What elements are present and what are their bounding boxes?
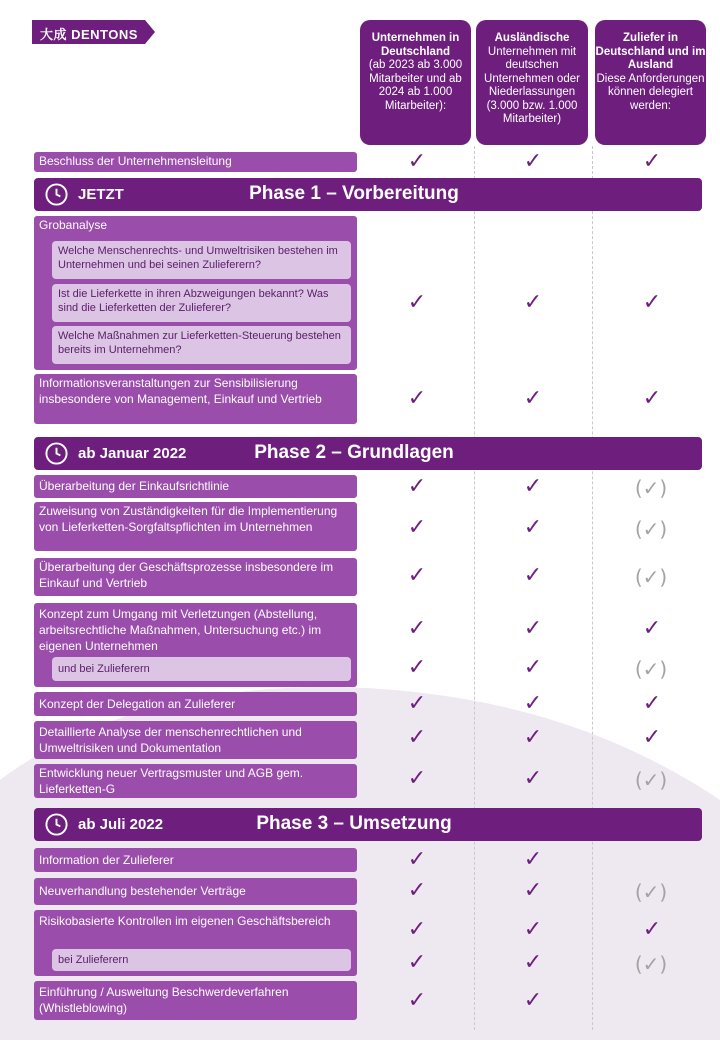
check-mark: ✓ — [642, 616, 662, 641]
row-vertragsmuster — [34, 764, 357, 798]
row-information-zulieferer — [34, 848, 357, 872]
check-mark: (✓) — [634, 517, 668, 541]
check-mark: ✓ — [407, 563, 427, 588]
check-mark: ✓ — [523, 474, 543, 499]
check-mark: ✓ — [407, 515, 427, 540]
sub-label: bei Zulieferern — [52, 949, 351, 971]
row-label: Überarbeitung der Einkaufsrichtlinie — [39, 479, 230, 493]
check-mark: ✓ — [523, 691, 543, 716]
clock-icon — [44, 441, 69, 466]
check-mark: ✓ — [407, 725, 427, 750]
check-mark: ✓ — [523, 847, 543, 872]
dentons-logo — [32, 20, 155, 44]
row-label: Entwicklung neuer Vertragsmuster und AGB gem. Lieferketten-G — [39, 766, 304, 796]
row-label: Neuverhandlung bestehender Verträge — [39, 884, 246, 898]
check-mark: ✓ — [407, 149, 427, 174]
row-label: Zuweisung von Zuständigkeiten für die Implementierung von Lieferketten-Sorgfaltspflichten im Unternehmen — [39, 504, 338, 534]
column-header-germany — [360, 20, 471, 145]
column-header-text: Diese Anforderungen können delegiert werden: — [596, 72, 705, 112]
logo-text: 大成 DENTONS — [40, 27, 138, 42]
phase-3-header — [34, 808, 702, 841]
row-label: Information der Zulieferer — [39, 853, 174, 867]
check-mark: ✓ — [407, 290, 427, 315]
check-mark: ✓ — [523, 515, 543, 540]
check-mark: ✓ — [642, 386, 662, 411]
check-mark: ✓ — [523, 290, 543, 315]
check-mark: ✓ — [523, 950, 543, 975]
row-label: Informationsveranstaltungen zur Sensibilisierung insbesondere von Management, Einkauf und Vertrieb — [39, 376, 322, 406]
check-mark: ✓ — [523, 386, 543, 411]
column-header-title: Ausländische — [494, 32, 570, 44]
phase-2-header — [34, 437, 702, 470]
phase-time: ab Januar 2022 — [78, 445, 187, 462]
clock-icon — [44, 182, 69, 207]
check-mark: ✓ — [523, 725, 543, 750]
check-mark: ✓ — [407, 847, 427, 872]
sub-question: Welche Menschenrechts- und Umweltrisiken bestehen im Unternehmen und bei seinen Zulieferern? — [52, 241, 351, 279]
row-label: Einführung / Ausweitung Beschwerdeverfahren (Whistleblowing) — [39, 985, 289, 1015]
row-label: Überarbeitung der Geschäftsprozesse insbesondere im Einkauf und Vertrieb — [39, 560, 334, 590]
check-mark: ✓ — [407, 917, 427, 942]
check-mark: (✓) — [634, 952, 668, 976]
row-label: Grobanalyse — [39, 218, 108, 232]
check-mark: (✓) — [634, 565, 668, 589]
check-mark: ✓ — [523, 616, 543, 641]
check-mark: ✓ — [407, 988, 427, 1013]
phase-title: Phase 2 – Grundlagen — [254, 442, 454, 463]
check-mark: ✓ — [523, 878, 543, 903]
row-label: Konzept der Delegation an Zulieferer — [39, 697, 236, 711]
phase-1-header — [34, 178, 702, 211]
check-mark: ✓ — [523, 563, 543, 588]
phase-time: ab Juli 2022 — [78, 816, 164, 833]
column-header-title: Zuliefer in Deutschland und im Ausland — [595, 32, 706, 71]
column-header-title: Unternehmen in Deutschland — [371, 32, 460, 58]
check-mark: ✓ — [407, 878, 427, 903]
row-einkaufsrichtlinie — [34, 475, 357, 498]
check-mark: (✓) — [634, 768, 668, 792]
check-mark: ✓ — [523, 149, 543, 174]
row-label: Konzept zum Umgang mit Verletzungen (Abstellung, arbeitsrechtliche Maßnahmen, Untersuchung etc.) im eigenen Unternehmen — [39, 607, 322, 653]
column-header-text: (ab 2023 ab 3.000 Mitarbeiter und ab 2024 ab 1.000 Mitarbeiter): — [368, 59, 463, 112]
column-header-text: Unternehmen mit deutschen Unternehmen oder Niederlassungen (3.000 bzw. 1.000 Mitarbeiter) — [484, 45, 580, 125]
check-mark: ✓ — [523, 988, 543, 1013]
check-mark: (✓) — [634, 657, 668, 681]
row-beschluss — [34, 152, 357, 172]
row-neuverhandlung — [34, 878, 357, 905]
row-informationsveranstaltungen — [34, 374, 357, 424]
check-mark: ✓ — [407, 655, 427, 680]
check-mark: ✓ — [407, 691, 427, 716]
row-label: Risikobasierte Kontrollen im eigenen Geschäftsbereich — [39, 914, 331, 928]
row-zustaendigkeiten — [34, 502, 357, 551]
column-divider — [592, 146, 593, 1030]
phase-time: JETZT — [78, 186, 124, 203]
check-mark: ✓ — [642, 149, 662, 174]
check-mark: (✓) — [634, 476, 668, 500]
column-header-foreign — [476, 20, 588, 145]
row-delegation — [34, 692, 357, 716]
check-mark: ✓ — [407, 386, 427, 411]
check-mark: ✓ — [523, 655, 543, 680]
clock-icon — [44, 812, 69, 837]
sub-label: und bei Zulieferern — [52, 657, 351, 681]
sub-question: Welche Maßnahmen zur Lieferketten-Steuerung bestehen bereits im Unternehmen? — [52, 326, 351, 364]
check-mark: ✓ — [407, 616, 427, 641]
sub-question: Ist die Lieferkette in ihren Abzweigungen bekannt? Was sind die Lieferketten der Zulieferer? — [52, 284, 351, 322]
check-mark: ✓ — [407, 766, 427, 791]
row-label: Beschluss der Unternehmensleitung — [39, 154, 232, 168]
row-label: Detaillierte Analyse der menschenrechtlichen und Umweltrisiken und Dokumentation — [39, 725, 302, 755]
phase-title: Phase 1 – Vorbereitung — [249, 183, 459, 204]
check-mark: ✓ — [523, 766, 543, 791]
check-mark: ✓ — [407, 474, 427, 499]
check-mark: ✓ — [642, 917, 662, 942]
row-geschaeftsprozesse — [34, 558, 357, 596]
check-mark: ✓ — [642, 725, 662, 750]
column-header-suppliers — [595, 20, 706, 145]
column-divider — [474, 146, 475, 1030]
row-beschwerdeverfahren — [34, 981, 357, 1020]
check-mark: (✓) — [634, 880, 668, 904]
phase-title: Phase 3 – Umsetzung — [256, 813, 452, 834]
row-risikoanalyse — [34, 721, 357, 759]
check-mark: ✓ — [642, 691, 662, 716]
check-mark: ✓ — [407, 950, 427, 975]
check-mark: ✓ — [523, 917, 543, 942]
check-mark: ✓ — [642, 290, 662, 315]
